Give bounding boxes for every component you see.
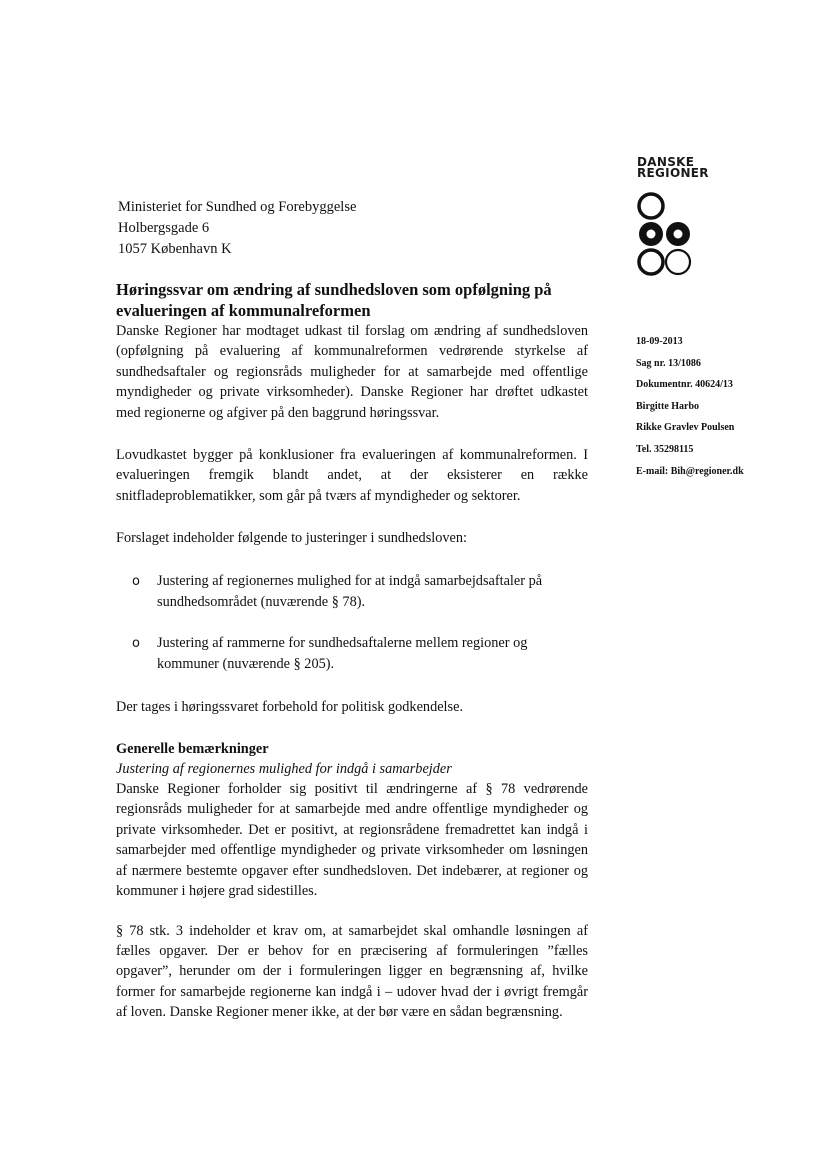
address-line: Holbergsgade 6 xyxy=(118,220,210,236)
list-item-text: Justering af rammerne for sundhedsaftalerne mellem regioner og kommuner (nuværende § 205). xyxy=(157,634,528,672)
paragraph: Der tages i høringssvaret forbehold for politisk godkendelse. xyxy=(116,698,464,715)
address-line: 1057 København K xyxy=(118,241,232,257)
letter-title: Høringssvar om ændring af sundhedsloven som opfølgning på evalueringen af kommunalreformen xyxy=(116,280,552,320)
recipient-address xyxy=(118,197,356,260)
danske-regioner-logo xyxy=(637,157,717,179)
letter-body xyxy=(116,279,588,1023)
meta-contact-name: Birgitte Harbo xyxy=(636,400,700,412)
paragraph: Danske Regioner har modtaget udkast til forslag om ændring af sundhedsloven (opfølgning på evaluering af kommunalreformen vedrørende styrkelse af sundhedsaftaler og regionsråds muligheder for at samarbejde med offentlige myndigheder og private virksomheder). Danske Regioner har drøftet udkastet med regionerne og afgiver på den baggrund høringssvar. xyxy=(116,323,588,421)
document-meta xyxy=(636,331,744,482)
eight-circles-logo-icon xyxy=(637,190,709,290)
logo-text-line2: REGIONER xyxy=(637,166,709,180)
section-heading: Generelle bemærkninger xyxy=(116,741,269,758)
list-item xyxy=(116,571,588,613)
paragraph: Forslaget indeholder følgende to justeringer i sundhedsloven: xyxy=(116,530,467,547)
list-item-text: Justering af regionernes mulighed for at indgå samarbejdsaftaler på sundhedsområdet (nuværende § 78). xyxy=(157,572,543,610)
meta-phone: Tel. 35298115 xyxy=(636,443,694,455)
paragraph: § 78 stk. 3 indeholder et krav om, at samarbejdet skal omhandle løsningen af fælles opgaver. Der er behov for en præcisering af formuleringen ”fælles opgaver”, herunder om der i formuleringen ligger en begrænsning af, hvilke former for samarbejde regionerne kan indgå i – udover hvad der i øvrigt fremgår af loven. Danske Regioner mener ikke, at der bør være en sådan begrænsning. xyxy=(116,922,588,1021)
bullet-icon: o xyxy=(132,573,140,589)
logo-text-line1: DANSKE xyxy=(637,155,695,169)
meta-email: E-mail: Bih@regioner.dk xyxy=(636,465,744,477)
meta-document-number: Dokumentnr. 40624/13 xyxy=(636,379,733,391)
meta-case-number: Sag nr. 13/1086 xyxy=(636,357,701,369)
meta-date: 18-09-2013 xyxy=(636,336,683,347)
list-item xyxy=(116,633,588,675)
paragraph: Lovudkastet bygger på konklusioner fra evalueringen af kommunalreformen. I evalueringen fremgik blandt andet, at der eksisterer en række snitfladeproblematikker, som går på tværs af myndigheder og sektorer. xyxy=(116,447,588,504)
address-line: Ministeriet for Sundhed og Forebyggelse xyxy=(118,199,357,215)
meta-contact-name: Rikke Gravlev Poulsen xyxy=(636,422,735,434)
paragraph: Danske Regioner forholder sig positivt til ændringerne af § 78 vedrørende regionsråds muligheder for at samarbejde med andre offentlige myndigheder og private virksomheder. Det er positivt, at regionsrådene fremadrettet kan indgå i samarbejder med offentlige myndigheder og private virksomheder om løsningen af nærmere bestemte opgaver efter sundhedsloven. Det indebærer, at regioner og kommuner i højere grad sidestilles. xyxy=(116,781,588,900)
bullet-icon: o xyxy=(132,635,140,651)
adjustment-list xyxy=(116,571,588,675)
section-subheading: Justering af regionernes mulighed for indgå i samarbejder xyxy=(116,761,452,778)
